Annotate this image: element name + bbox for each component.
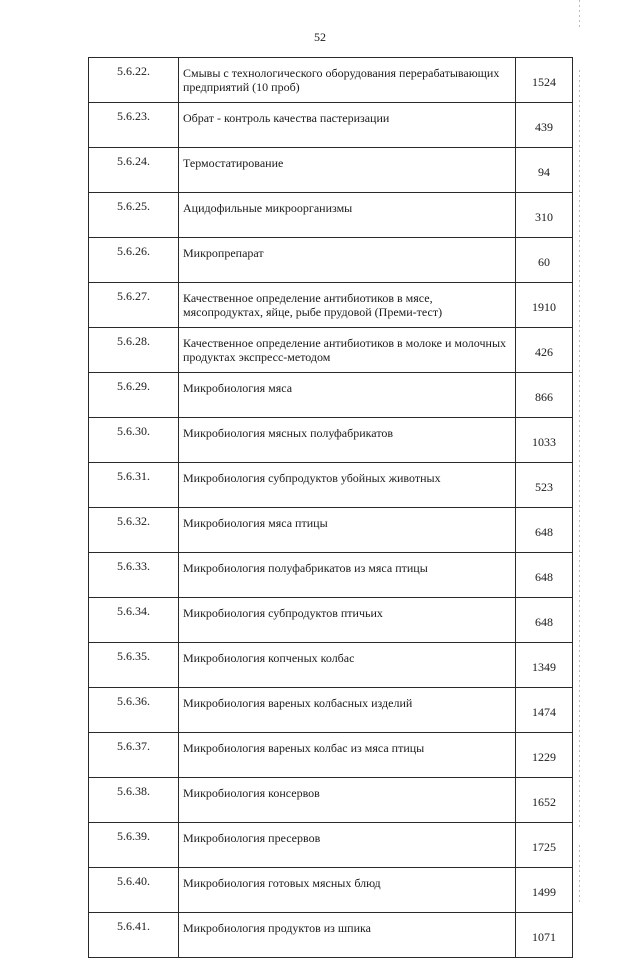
row-name: Микробиология вареных колбасных изделий [179,688,516,733]
scan-artifact-line [579,0,580,30]
row-name: Качественное определение антибиотиков в молоке и молочных продуктах экспресс-методом [179,328,516,373]
row-code: 5.6.23. [89,103,179,148]
row-code: 5.6.36. [89,688,179,733]
row-name: Микробиология копченых колбас [179,643,516,688]
row-code: 5.6.28. [89,328,179,373]
table-row [89,463,573,508]
row-price: 1229 [516,733,573,778]
row-code: 5.6.38. [89,778,179,823]
row-price: 1725 [516,823,573,868]
row-code: 5.6.41. [89,913,179,958]
row-price: 1910 [516,283,573,328]
row-name: Микробиология вареных колбас из мяса птицы [179,733,516,778]
row-price: 1499 [516,868,573,913]
row-price: 1652 [516,778,573,823]
row-name: Микробиология готовых мясных блюд [179,868,516,913]
row-code: 5.6.39. [89,823,179,868]
row-price: 648 [516,598,573,643]
table-row [89,598,573,643]
row-price: 1524 [516,58,573,103]
row-code: 5.6.35. [89,643,179,688]
table-row [89,868,573,913]
row-name: Микробиология пресервов [179,823,516,868]
row-price: 648 [516,508,573,553]
row-price: 1071 [516,913,573,958]
table-row [89,913,573,958]
table-row [89,733,573,778]
row-price: 523 [516,463,573,508]
table-row [89,373,573,418]
row-code: 5.6.26. [89,238,179,283]
price-table-body [89,58,573,958]
table-row [89,103,573,148]
price-table [88,57,573,958]
table-row [89,148,573,193]
scan-artifact-line [579,845,580,905]
row-name: Термостатирование [179,148,516,193]
row-name: Микробиология продуктов из шпика [179,913,516,958]
row-name: Микробиология субпродуктов птичьих [179,598,516,643]
row-code: 5.6.24. [89,148,179,193]
row-price: 94 [516,148,573,193]
table-row [89,193,573,238]
row-code: 5.6.40. [89,868,179,913]
row-price: 1474 [516,688,573,733]
row-name: Микробиология мясных полуфабрикатов [179,418,516,463]
table-row [89,328,573,373]
row-name: Микробиология субпродуктов убойных животных [179,463,516,508]
row-price: 1349 [516,643,573,688]
table-row [89,283,573,328]
row-code: 5.6.37. [89,733,179,778]
row-code: 5.6.22. [89,58,179,103]
table-row [89,418,573,463]
table-row [89,688,573,733]
row-code: 5.6.30. [89,418,179,463]
row-price: 648 [516,553,573,598]
page-number: 52 [314,30,326,44]
row-code: 5.6.31. [89,463,179,508]
table-row [89,553,573,598]
row-code: 5.6.27. [89,283,179,328]
table-row [89,823,573,868]
row-name: Смывы с технологического оборудования перерабатывающих предприятий (10 проб) [179,58,516,103]
row-name: Микробиология консервов [179,778,516,823]
scan-artifact-line [579,70,580,830]
row-code: 5.6.25. [89,193,179,238]
row-code: 5.6.32. [89,508,179,553]
row-code: 5.6.29. [89,373,179,418]
table-row [89,643,573,688]
row-name: Микробиология мяса птицы [179,508,516,553]
row-price: 310 [516,193,573,238]
row-price: 1033 [516,418,573,463]
row-name: Микропрепарат [179,238,516,283]
row-price: 426 [516,328,573,373]
table-row [89,778,573,823]
row-code: 5.6.33. [89,553,179,598]
row-name: Качественное определение антибиотиков в мясе, мясопродуктах, яйце, рыбе прудовой (Преми-тест) [179,283,516,328]
row-price: 866 [516,373,573,418]
row-name: Микробиология полуфабрикатов из мяса птицы [179,553,516,598]
table-row [89,238,573,283]
row-name: Микробиология мяса [179,373,516,418]
row-code: 5.6.34. [89,598,179,643]
table-row [89,58,573,103]
row-name: Ацидофильные микроорганизмы [179,193,516,238]
row-price: 439 [516,103,573,148]
row-name: Обрат - контроль качества пастеризации [179,103,516,148]
row-price: 60 [516,238,573,283]
table-row [89,508,573,553]
